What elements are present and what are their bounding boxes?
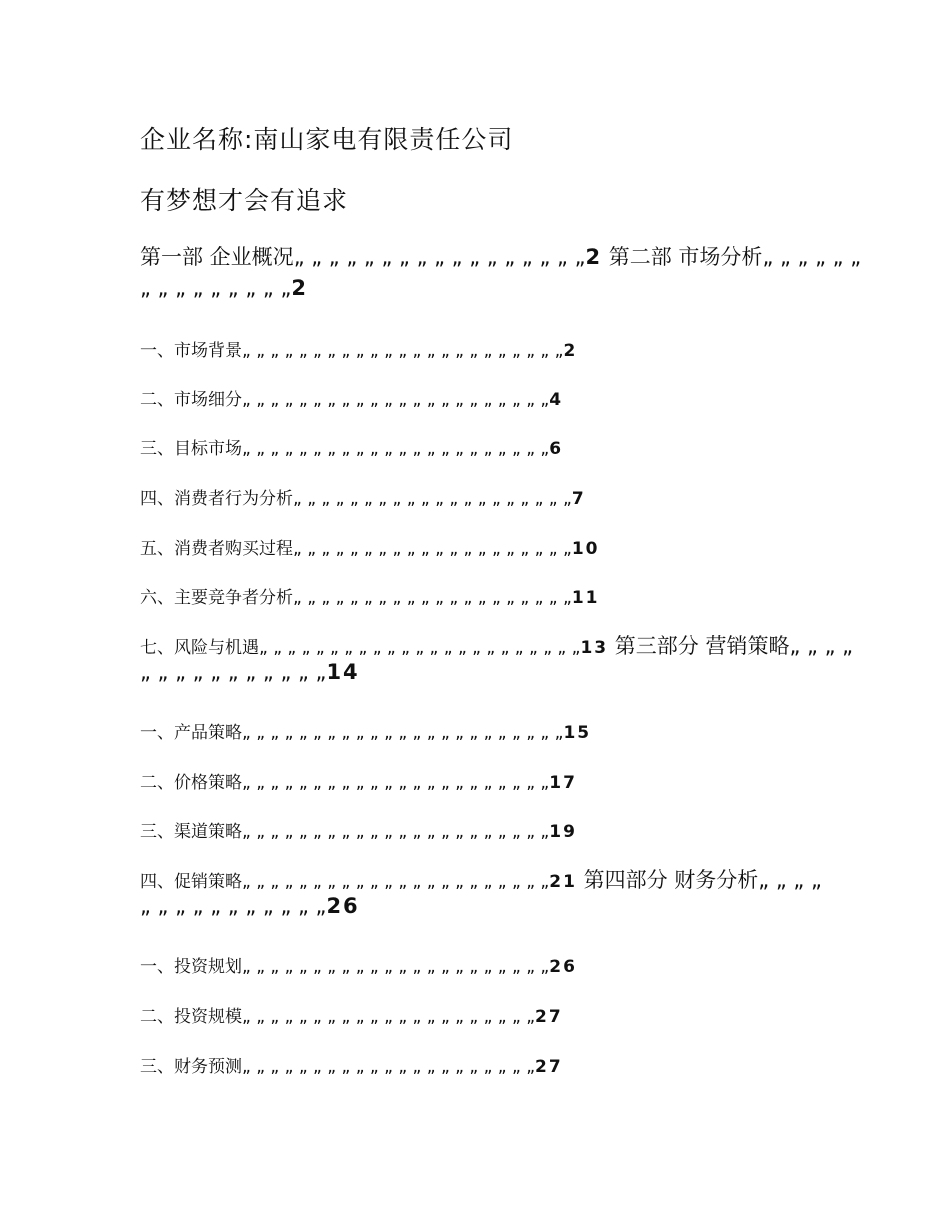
toc-part-label: 第二部 市场分析 xyxy=(602,245,763,269)
toc-entry xyxy=(140,583,600,608)
toc-page-number: 21 xyxy=(549,872,577,892)
toc-leader: „ „ „ „ „ „ „ „ „ „ „ „ „ „ „ „ „ „ „ „ xyxy=(293,539,572,559)
toc-entry-label: 三、财务预测 xyxy=(140,1057,242,1077)
toc-leader: „ „ „ „ „ „ „ „ „ „ „ „ „ „ „ „ „ „ „ „ „ „ xyxy=(242,872,550,892)
toc-leader: „ „ „ „ „ „ „ „ „ „ „ „ „ „ „ „ „ „ „ „ „ „ xyxy=(242,822,550,842)
company-title: 企业名称:南山家电有限责任公司 xyxy=(140,125,514,154)
toc-part-line xyxy=(140,241,861,271)
toc-page-number: 15 xyxy=(563,723,592,743)
toc-entry xyxy=(140,336,577,361)
toc-leader: „ „ „ „ „ „ „ „ „ „ „ „ „ „ „ „ „ „ „ „ „ „ xyxy=(242,773,550,793)
toc-leader: „ „ „ „ „ „ „ „ „ „ „ „ „ „ „ „ „ „ „ „ „ „ xyxy=(242,390,550,410)
toc-entry xyxy=(140,534,600,559)
toc-entry-label: 三、渠道策略 xyxy=(140,822,242,842)
toc-part-label: 第三部分 营销策略 xyxy=(608,634,790,658)
toc-entry xyxy=(140,952,577,977)
toc-page-number: 26 xyxy=(326,894,360,918)
toc-leader: „ „ „ „ „ „ xyxy=(762,245,862,269)
toc-leader: „ „ „ „ „ „ „ „ „ „ „ „ „ „ „ „ „ „ „ „ „ „ „ xyxy=(242,341,564,361)
toc-page-number: 2 xyxy=(585,245,603,269)
toc-leader: „ „ „ „ xyxy=(758,868,822,892)
toc-leader: „ „ „ „ „ „ „ „ „ „ „ „ „ „ „ „ „ „ „ „ „ „ „ xyxy=(242,723,564,743)
toc-entry-label: 二、投资规模 xyxy=(140,1007,242,1027)
toc-page-number: 6 xyxy=(549,439,564,459)
toc-entry-label: 三、目标市场 xyxy=(140,439,242,459)
toc-entry-label: 一、市场背景 xyxy=(140,341,242,361)
toc-part-label: 第一部 企业概况 xyxy=(140,245,294,269)
toc-entry xyxy=(140,718,591,743)
toc-entry xyxy=(140,434,563,459)
toc-page-number: 4 xyxy=(549,390,564,410)
toc-entry xyxy=(140,768,577,793)
toc-page-number: 7 xyxy=(571,489,586,509)
toc-leader: „ „ „ „ „ „ „ „ „ „ „ „ „ „ „ „ „ „ „ „ „ „ xyxy=(242,439,550,459)
toc-leader: „ „ „ „ „ „ „ „ „ „ „ „ „ „ „ „ „ „ „ „ „ xyxy=(242,1057,536,1077)
toc-page-number: 13 xyxy=(580,638,609,658)
toc-part-line-cont xyxy=(140,660,360,684)
toc-entry xyxy=(140,817,577,842)
toc-leader: „ „ „ „ „ „ „ „ „ „ „ „ „ „ „ „ „ xyxy=(293,245,586,269)
toc-entry xyxy=(140,484,586,509)
toc-leader: „ „ „ „ „ „ „ „ „ „ „ „ „ „ „ „ „ „ „ „ xyxy=(293,588,572,608)
toc-part-label: 第四部分 财务分析 xyxy=(576,868,759,892)
toc-page-number: 2 xyxy=(291,276,308,300)
toc-entry-label: 四、促销策略 xyxy=(140,872,242,892)
toc-page-number: 27 xyxy=(535,1007,563,1027)
toc-entry xyxy=(140,385,563,410)
toc-page-number: 26 xyxy=(549,957,577,977)
toc-entry-label: 五、消费者购买过程 xyxy=(140,539,293,559)
toc-leader: „ „ „ „ „ „ „ „ „ „ „ „ „ „ „ „ „ „ „ „ „ „ „ xyxy=(259,638,581,658)
toc-entry-label: 一、投资规划 xyxy=(140,957,242,977)
toc-entry-label: 六、主要竞争者分析 xyxy=(140,588,293,608)
toc-page-number: 11 xyxy=(571,588,600,608)
toc-part-line xyxy=(140,864,822,894)
toc-entry-label: 二、价格策略 xyxy=(140,773,242,793)
toc-leader: „ „ „ „ „ „ „ „ „ „ „ xyxy=(140,894,327,918)
toc-page-number: 17 xyxy=(549,773,577,793)
toc-page-number: 10 xyxy=(571,539,600,559)
toc-entry-label: 四、消费者行为分析 xyxy=(140,489,293,509)
toc-part-line-cont xyxy=(140,276,308,300)
toc-part-line-cont xyxy=(140,894,360,918)
toc-page-number: 14 xyxy=(326,660,360,684)
toc-part-line xyxy=(140,630,853,660)
toc-entry-label: 七、风险与机遇 xyxy=(140,638,259,658)
toc-leader: „ „ „ „ „ „ „ „ „ „ „ „ „ „ „ „ „ „ „ „ xyxy=(293,489,572,509)
toc-leader: „ „ „ „ „ „ „ „ „ „ „ „ „ „ „ „ „ „ „ „ „ „ xyxy=(242,957,550,977)
toc-entry-label: 二、市场细分 xyxy=(140,390,242,410)
toc-page-number: 19 xyxy=(549,822,577,842)
toc-page-number: 27 xyxy=(535,1057,563,1077)
toc-leader: „ „ „ „ xyxy=(789,634,854,658)
toc-leader: „ „ „ „ „ „ „ „ „ „ „ „ „ „ „ „ „ „ „ „ „ xyxy=(242,1007,536,1027)
toc-entry xyxy=(140,1052,563,1077)
toc-leader: „ „ „ „ „ „ „ „ „ „ „ xyxy=(140,660,327,684)
toc-leader: „ „ „ „ „ „ „ „ „ xyxy=(140,276,292,300)
toc-entry xyxy=(140,1002,563,1027)
toc-page-number: 2 xyxy=(563,341,578,361)
toc-entry-label: 一、产品策略 xyxy=(140,723,242,743)
company-slogan: 有梦想才会有追求 xyxy=(140,186,349,215)
